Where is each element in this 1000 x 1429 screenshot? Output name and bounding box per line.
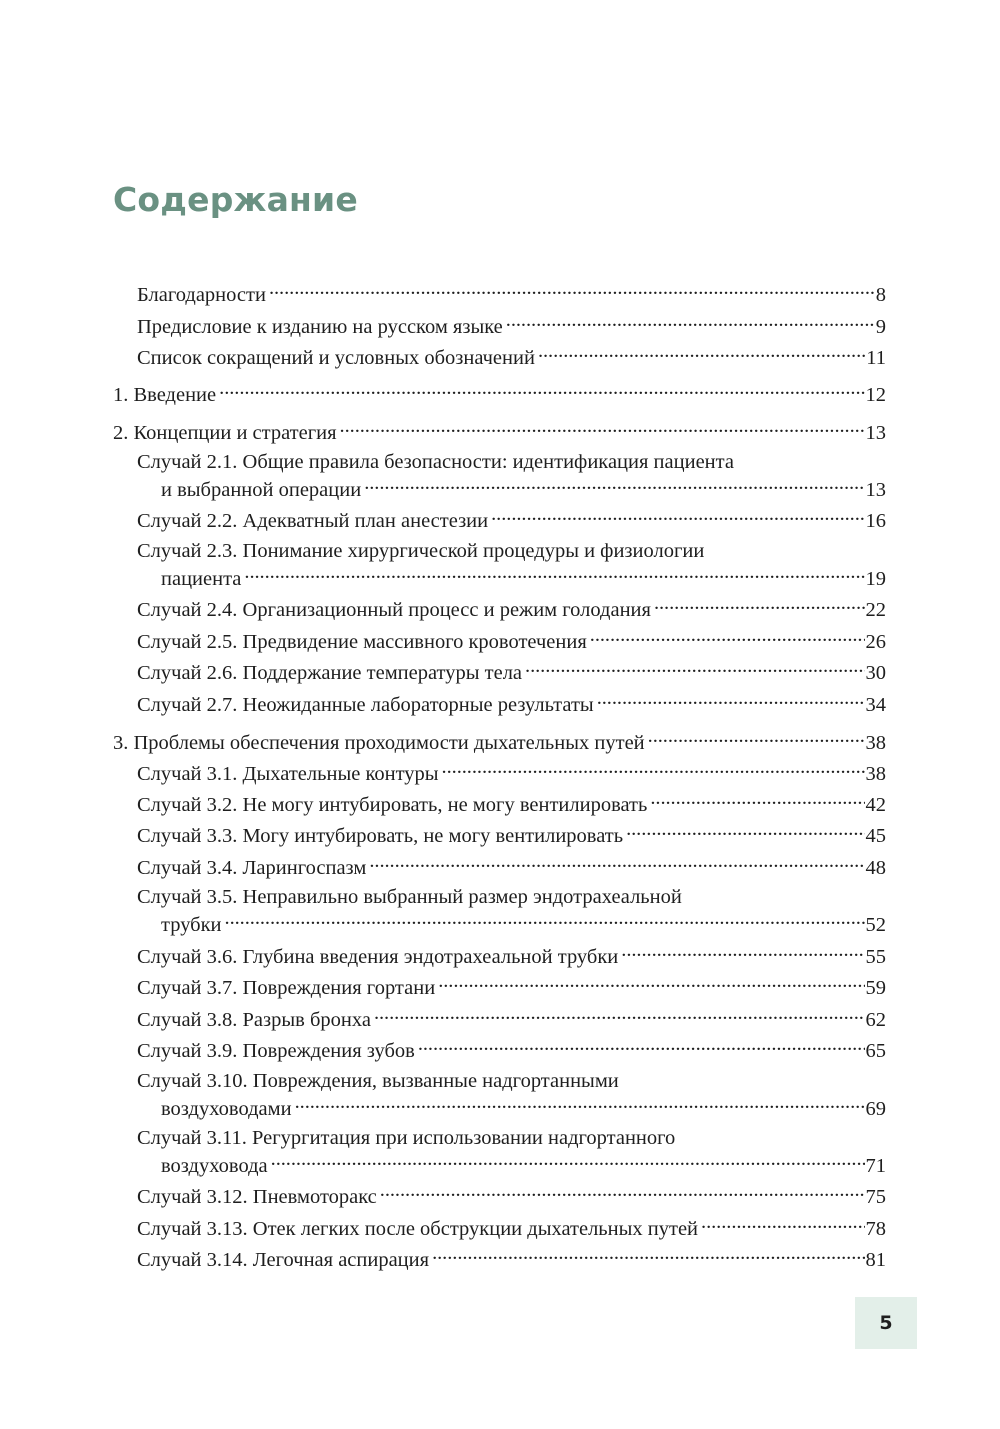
toc-entry-title: воздуховода	[161, 1154, 268, 1177]
toc-entry[interactable]	[137, 690, 886, 718]
toc-entry-title: Случай 2.4. Организационный процесс и режим голодания	[137, 598, 651, 621]
toc-entry-title: Список сокращений и условных обозначений	[137, 346, 535, 369]
toc-entry[interactable]	[137, 1214, 886, 1242]
toc-entry[interactable]	[137, 759, 886, 787]
dot-leader	[380, 1182, 865, 1203]
toc-entry-page: 26	[865, 630, 886, 653]
toc-entry-title: Случай 3.12. Пневмоторакс	[137, 1185, 377, 1208]
dot-leader	[621, 942, 864, 963]
toc-entry-title: Случай 3.6. Глубина введения эндотрахеальной трубки	[137, 945, 619, 968]
dot-leader	[626, 821, 864, 842]
toc-entry-title: Случай 3.1. Дыхательные контуры	[137, 762, 439, 785]
dot-leader	[438, 973, 864, 994]
dot-leader	[369, 853, 864, 874]
toc-chapter[interactable]	[113, 418, 886, 446]
toc-entry-title-line1: Случай 3.10. Повреждения, вызванные надгортанными	[137, 1070, 619, 1092]
dot-leader	[418, 1036, 865, 1057]
toc-entry-title: Случай 2.2. Адекватный план анестезии	[137, 509, 489, 532]
dot-leader	[442, 759, 865, 780]
toc-entry-title: Предисловие к изданию на русском языке	[137, 315, 503, 338]
dot-leader	[491, 506, 864, 527]
toc-entry[interactable]	[137, 853, 886, 881]
dot-leader	[269, 280, 875, 301]
dot-leader	[340, 418, 865, 439]
toc-entry-title: Случай 3.9. Повреждения зубов	[137, 1039, 415, 1062]
toc-entry[interactable]	[137, 884, 886, 938]
toc-entry-title: Случай 2.5. Предвидение массивного кровотечения	[137, 630, 587, 653]
toc-entry-page: 62	[865, 1008, 886, 1031]
dot-leader	[219, 380, 864, 401]
dot-leader	[525, 658, 864, 679]
toc-entry-page: 42	[865, 793, 886, 816]
toc-entry-page: 48	[865, 856, 886, 879]
toc-entry-title: трубки	[161, 913, 222, 936]
dot-leader	[225, 910, 865, 931]
toc-entry-title: 1. Введение	[113, 383, 217, 406]
toc-chapter[interactable]	[113, 728, 886, 756]
toc-entry-page: 12	[865, 383, 886, 406]
dot-leader	[295, 1094, 865, 1115]
toc-entry-page: 38	[865, 731, 886, 754]
toc-entry-title-line1: Случай 2.3. Понимание хирургической процедуры и физиологии	[137, 540, 705, 562]
toc-entry[interactable]	[137, 595, 886, 623]
toc-entry-page: 78	[865, 1217, 886, 1240]
toc-entry[interactable]	[137, 1125, 886, 1179]
toc-entry[interactable]	[137, 538, 886, 592]
toc-entry-title: Случай 3.14. Легочная аспирация	[137, 1248, 430, 1271]
toc-entry-title: пациента	[161, 567, 242, 590]
page-number-badge	[855, 1297, 917, 1349]
toc-entry-page: 13	[865, 421, 886, 444]
toc-entry-page: 55	[865, 945, 886, 968]
toc-entry-page: 38	[865, 762, 886, 785]
toc-entry-page: 81	[865, 1248, 886, 1271]
dot-leader	[597, 690, 865, 711]
toc-entry-title: 2. Концепции и стратегия	[113, 421, 337, 444]
toc-entry[interactable]	[137, 942, 886, 970]
toc-entry-page: 16	[865, 509, 886, 532]
dot-leader	[538, 343, 865, 364]
toc-entry-page: 69	[865, 1097, 886, 1120]
dot-leader	[244, 564, 864, 585]
toc-entry-title: Случай 2.6. Поддержание температуры тела	[137, 661, 523, 684]
page-title: Содержание	[113, 180, 358, 219]
toc-entry-page: 75	[865, 1185, 886, 1208]
toc-entry[interactable]	[137, 821, 886, 849]
toc-entry-page: 59	[865, 976, 886, 999]
toc-entry[interactable]	[137, 1068, 886, 1122]
toc-chapter[interactable]	[113, 380, 886, 408]
toc-entry-title: 3. Проблемы обеспечения проходимости дыхательных путей	[113, 731, 645, 754]
toc-entry[interactable]	[137, 1182, 886, 1210]
toc-entry-title: Случай 3.8. Разрыв бронха	[137, 1008, 371, 1031]
toc-entry-page: 13	[865, 478, 886, 501]
toc-entry[interactable]	[137, 627, 886, 655]
toc-entry-title: Случай 3.2. Не могу интубировать, не могу вентилировать	[137, 793, 648, 816]
toc-entry-page: 8	[875, 283, 886, 306]
toc-entry-title-line1: Случай 2.1. Общие правила безопасности: идентификация пациента	[137, 451, 734, 473]
toc-entry[interactable]	[137, 1036, 886, 1064]
toc-entry-title: воздуховодами	[161, 1097, 292, 1120]
toc-entry-page: 52	[865, 913, 886, 936]
toc-entry-page: 22	[865, 598, 886, 621]
toc-entry[interactable]	[137, 312, 886, 340]
toc-entry-title: Благодарности	[137, 283, 266, 306]
toc-entry-title: Случай 3.7. Повреждения гортани	[137, 976, 436, 999]
dot-leader	[432, 1245, 864, 1266]
dot-leader	[590, 627, 865, 648]
toc-entry-title-line1: Случай 3.11. Регургитация при использовании надгортанного	[137, 1127, 676, 1149]
toc-entry-title: Случай 3.3. Могу интубировать, не могу вентилировать	[137, 824, 624, 847]
toc-entry[interactable]	[137, 790, 886, 818]
toc-entry[interactable]	[137, 1005, 886, 1033]
toc-entry-page: 65	[865, 1039, 886, 1062]
toc-entry[interactable]	[137, 343, 886, 371]
toc-entry-title: Случай 3.13. Отек легких после обструкции дыхательных путей	[137, 1217, 699, 1240]
toc-entry-title: и выбранной операции	[161, 478, 362, 501]
toc-entry[interactable]	[137, 658, 886, 686]
dot-leader	[648, 728, 865, 749]
dot-leader	[650, 790, 864, 811]
toc-entry[interactable]	[137, 449, 886, 503]
dot-leader	[271, 1151, 865, 1172]
dot-leader	[701, 1214, 864, 1235]
toc-entry-page: 19	[865, 567, 886, 590]
toc-entry-page: 45	[865, 824, 886, 847]
dot-leader	[374, 1005, 865, 1026]
toc-entry-page: 71	[865, 1154, 886, 1177]
toc-entry-title: Случай 3.4. Ларингоспазм	[137, 856, 367, 879]
dot-leader	[506, 312, 875, 333]
toc-entry[interactable]	[137, 1245, 886, 1273]
page-number: 5	[879, 1312, 893, 1334]
dot-leader	[654, 595, 865, 616]
toc-entry[interactable]	[137, 280, 886, 308]
toc-entry-page: 30	[865, 661, 886, 684]
toc-entry-page: 9	[875, 315, 886, 338]
toc-entry-page: 34	[865, 693, 886, 716]
toc-entry-title: Случай 2.7. Неожиданные лабораторные результаты	[137, 693, 594, 716]
toc-entry[interactable]	[137, 973, 886, 1001]
toc-entry[interactable]	[137, 506, 886, 534]
dot-leader	[364, 475, 864, 496]
toc-entry-page: 11	[866, 346, 886, 369]
toc-entry-title-line1: Случай 3.5. Неправильно выбранный размер эндотрахеальной	[137, 886, 682, 908]
